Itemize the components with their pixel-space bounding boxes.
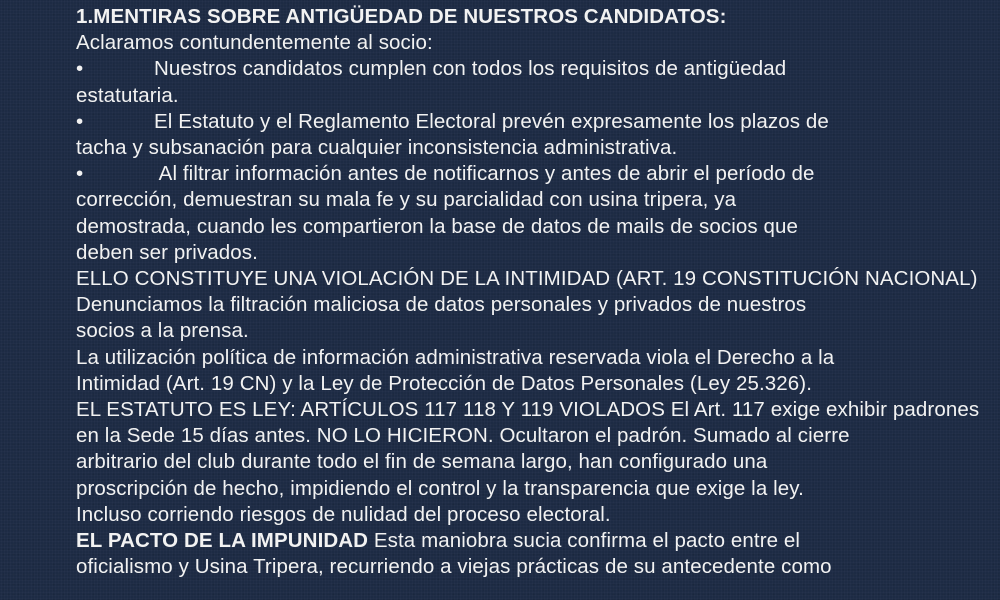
bullet-3 bbox=[76, 161, 976, 187]
paragraph-line: Intimidad (Art. 19 CN) y la Ley de Protección de Datos Personales (Ley 25.326). bbox=[76, 371, 813, 395]
paragraph-line: socios a la prensa. bbox=[76, 319, 249, 343]
bullet-icon: • bbox=[76, 162, 84, 186]
bullet-2-continuation: tacha y subsanación para cualquier inconsistencia administrativa. bbox=[76, 136, 678, 160]
bullet-3-text: Al filtrar información antes de notificarnos y antes de abrir el período de bbox=[154, 162, 815, 186]
bullet-3-continuation: deben ser privados. bbox=[76, 240, 258, 264]
paragraph-line: La utilización política de información administrativa reservada viola el Derecho a la bbox=[76, 345, 835, 369]
bullet-2 bbox=[76, 109, 976, 135]
bullet-2-text: El Estatuto y el Reglamento Electoral prevén expresamente los plazos de bbox=[154, 109, 829, 133]
bullet-3-continuation: demostrada, cuando les compartieron la base de datos de mails de socios que bbox=[76, 214, 799, 238]
pacto-paragraph bbox=[76, 528, 976, 554]
bullet-3-continuation: corrección, demuestran su mala fe y su parcialidad con usina tripera, ya bbox=[76, 188, 737, 212]
paragraph-line: en la Sede 15 días antes. NO LO HICIERON. Ocultaron el padrón. Sumado al cierre bbox=[76, 424, 850, 448]
pacto-text: Esta maniobra sucia confirma el pacto entre el bbox=[368, 529, 801, 553]
bullet-icon: • bbox=[76, 109, 84, 133]
bullet-icon: • bbox=[76, 57, 84, 81]
bullet-1-continuation: estatutaria. bbox=[76, 83, 179, 107]
pacto-heading: EL PACTO DE LA IMPUNIDAD bbox=[76, 529, 369, 553]
document-body bbox=[76, 4, 980, 580]
paragraph-line: proscripción de hecho, impidiendo el control y la transparencia que exige la ley. bbox=[76, 476, 804, 500]
paragraph-line: arbitrario del club durante todo el fin de semana largo, han configurado una bbox=[76, 450, 768, 474]
bullet-1 bbox=[76, 56, 976, 82]
paragraph-line: Denunciamos la filtración maliciosa de datos personales y privados de nuestros bbox=[76, 293, 807, 317]
intro-line: Aclaramos contundentemente al socio: bbox=[76, 31, 433, 55]
bullet-1-text: Nuestros candidatos cumplen con todos los requisitos de antigüedad bbox=[154, 57, 787, 81]
paragraph-line: Incluso corriendo riesgos de nulidad del proceso electoral. bbox=[76, 502, 611, 526]
paragraph-line: EL ESTATUTO ES LEY: ARTÍCULOS 117 118 Y 119 VIOLADOS El Art. 117 exige exhibir padrones bbox=[76, 398, 980, 422]
pacto-continuation: oficialismo y Usina Tripera, recurriendo a viejas prácticas de su antecedente como bbox=[76, 555, 832, 579]
paragraph-line: ELLO CONSTITUYE UNA VIOLACIÓN DE LA INTIMIDAD (ART. 19 CONSTITUCIÓN NACIONAL) bbox=[76, 267, 978, 291]
section-heading: 1.MENTIRAS SOBRE ANTIGÜEDAD DE NUESTROS CANDIDATOS: bbox=[76, 5, 727, 28]
